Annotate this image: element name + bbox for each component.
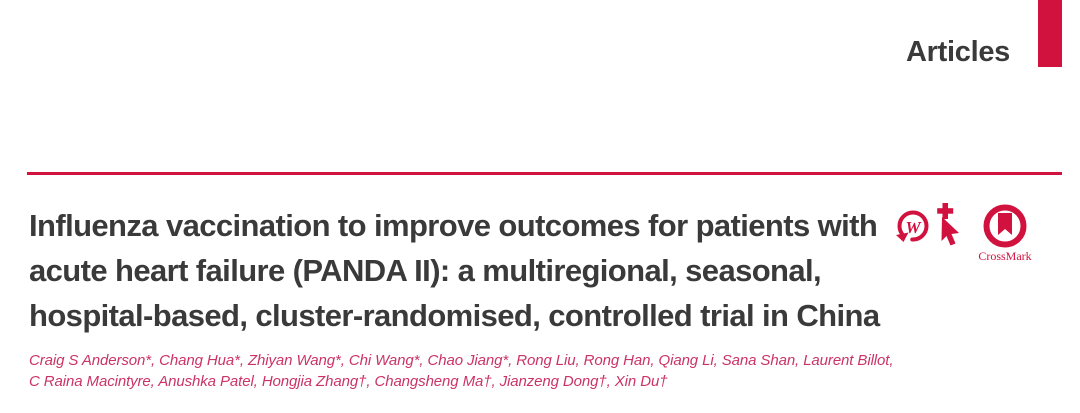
- crossmark-icon[interactable]: [969, 204, 1041, 264]
- masthead-red-bar: [1038, 0, 1062, 67]
- crossmark-label: CrossMark: [978, 249, 1032, 263]
- author-line-2: C Raina Macintyre, Anushka Patel, Hongjia Zhang†, Changsheng Ma†, Jianzeng Dong†, Xin Du†: [29, 373, 668, 390]
- title-line-1: Influenza vaccination to improve outcomes for patients with: [29, 208, 878, 243]
- horizontal-rule: [27, 172, 1062, 175]
- svg-text:W: W: [905, 218, 921, 237]
- title-icon-cluster: [893, 202, 1053, 266]
- title-line-3: hospital-based, cluster-randomised, controlled trial in China: [29, 298, 880, 333]
- cursor-plus-icon[interactable]: [933, 202, 967, 255]
- section-label: Articles: [906, 36, 1010, 68]
- title-line-2: acute heart failure (PANDA II): a multiregional, seasonal,: [29, 253, 822, 288]
- author-line-1: Craig S Anderson*, Chang Hua*, Zhiyan Wang*, Chi Wang*, Chao Jiang*, Rong Liu, Rong Han, Qiang Li, Sana Shan, Laurent Billot,: [29, 352, 894, 369]
- author-list: [29, 350, 1029, 392]
- article-title: [29, 203, 909, 338]
- w-circle-arrow-icon[interactable]: [893, 208, 933, 255]
